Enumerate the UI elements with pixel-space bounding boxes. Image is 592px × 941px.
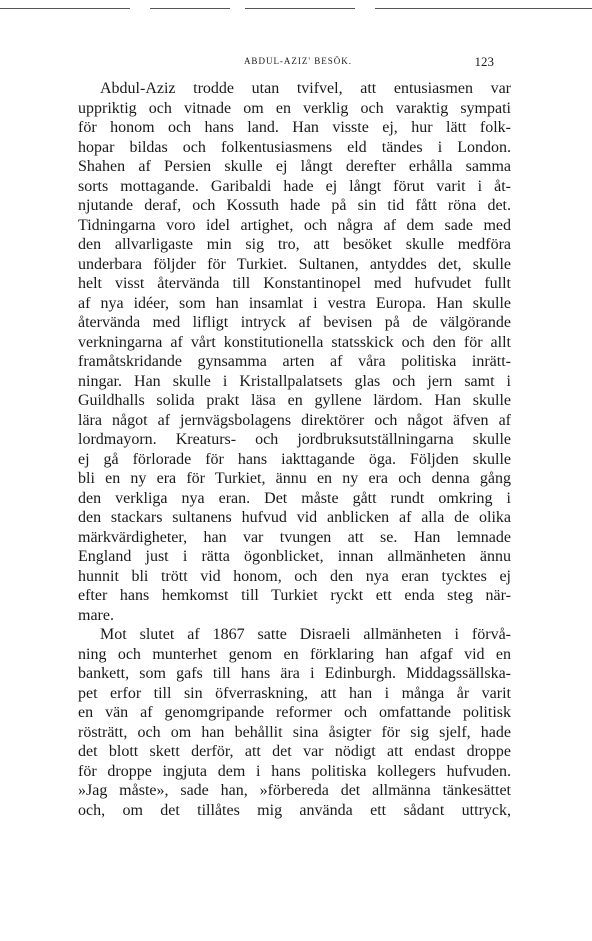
text-line: återvända med lifligt intryck af bevisen på de välgörande <box>78 314 511 331</box>
text-line: den allvarligaste min sig tro, att besöket skulle medföra <box>78 236 511 253</box>
top-rule <box>375 8 592 9</box>
text-line: en vän af genomgripande reformer och omfattande politisk <box>78 704 511 721</box>
text-line: den verkliga nya eran. Det måste gått rundt omkring i <box>78 489 511 507</box>
text-line: Guildhalls solida prakt läsa en gyllene lärdom. Han skulle <box>78 392 511 409</box>
text-line: efter hans hemkomst till Turkiet ryckt ett enda steg när- <box>78 587 511 604</box>
paragraph <box>78 625 511 820</box>
text-line: mare. <box>78 606 114 624</box>
text-line: ningar. Han skulle i Kristallpalatsets glas och jern samt i <box>78 372 511 390</box>
text-line: och, om det tillåtes mig använda ett sådant uttryck, <box>78 801 511 819</box>
page-header <box>78 56 518 72</box>
text-line: underbara följder för Turkiet. Sultanen, antyddes det, skulle <box>78 255 511 273</box>
text-line: Tidningarna voro idel artighet, och några af dem sade med <box>78 216 511 234</box>
text-line: »Jag måste», sade han, »förbereda det allmänna tänkesättet <box>78 782 511 799</box>
text-line: det blott skett derför, att det var nödigt att endast droppe <box>78 743 511 760</box>
text-line: lordmayorn. Kreaturs- och jordbruksutställningarna skulle <box>78 431 511 448</box>
text-line: bli en ny era för Turkiet, ännu en ny era och denna gång <box>78 470 511 487</box>
text-line: hunnit bli trött vid honom, och den nya eran tycktes ej <box>78 567 511 585</box>
top-rule <box>150 8 230 9</box>
text-line: lära något af jernvägsbolagens direktörer och något äfven af <box>78 411 511 429</box>
page-number: 123 <box>474 54 494 69</box>
text-line: sorts mottagande. Garibaldi hade ej långt förut varit i åt- <box>78 177 511 195</box>
text-line: Abdul-Aziz trodde utan tvifvel, att entusiasmen var <box>100 80 511 97</box>
text-line: ning och munterhet genom en förklaring han afgaf vid en <box>78 645 511 663</box>
text-line: för droppe ingjuta dem i hans politiska kollegers hufvuden. <box>78 762 511 780</box>
text-line: England just i rätta ögonblicket, innan allmänheten ännu <box>78 548 511 565</box>
text-line: uppriktig och vitnade om en verklig och varaktig sympati <box>78 99 511 117</box>
paragraph <box>78 79 511 625</box>
text-line: märkvärdigheter, han var tvungen att se. Han lemnade <box>78 528 511 546</box>
text-line: verkningarna af vårt konstitutionella statsskick och den för allt <box>78 333 511 351</box>
text-line: helt visst återvända till Konstantinopel med hufvudet fullt <box>78 275 511 292</box>
text-line: Mot slutet af 1867 satte Disraeli allmänheten i förvå- <box>100 626 511 643</box>
body-text <box>78 79 511 820</box>
text-line: njutande deraf, och Kossuth hade på sin tid fått röna det. <box>78 197 511 214</box>
text-line: bankett, som gafs till hans ära i Edinburgh. Middagssällska- <box>78 665 511 682</box>
text-line: den stackars sultanens hufvud vid anblicken af alla de olika <box>78 509 511 526</box>
text-line: framåtskridande gynsamma arten af våra politiska inrätt- <box>78 353 511 370</box>
text-line: rösträtt, och om han behållit sina åsigter för sig sjelf, hade <box>78 723 511 741</box>
text-line: Shahen af Persien skulle ej långt derefter erhålla samma <box>78 158 511 175</box>
text-line: hopar bildas och folkentusiasmens eld tändes i London. <box>78 138 511 156</box>
text-line: för honom och hans land. Han visste ej, hur lätt folk- <box>78 119 511 136</box>
text-line: af nya idéer, som han insamlat i vestra Europa. Han skulle <box>78 294 511 312</box>
top-rule <box>0 8 130 9</box>
text-line: pet erfor till sin öfverraskning, att han i många år varit <box>78 684 511 702</box>
top-rule <box>245 8 355 9</box>
text-line: ej gå förlorade för hans iakttagande öga. Följden skulle <box>78 450 511 468</box>
running-title: ABDUL-AZIZ' BESÖK. <box>243 56 353 66</box>
